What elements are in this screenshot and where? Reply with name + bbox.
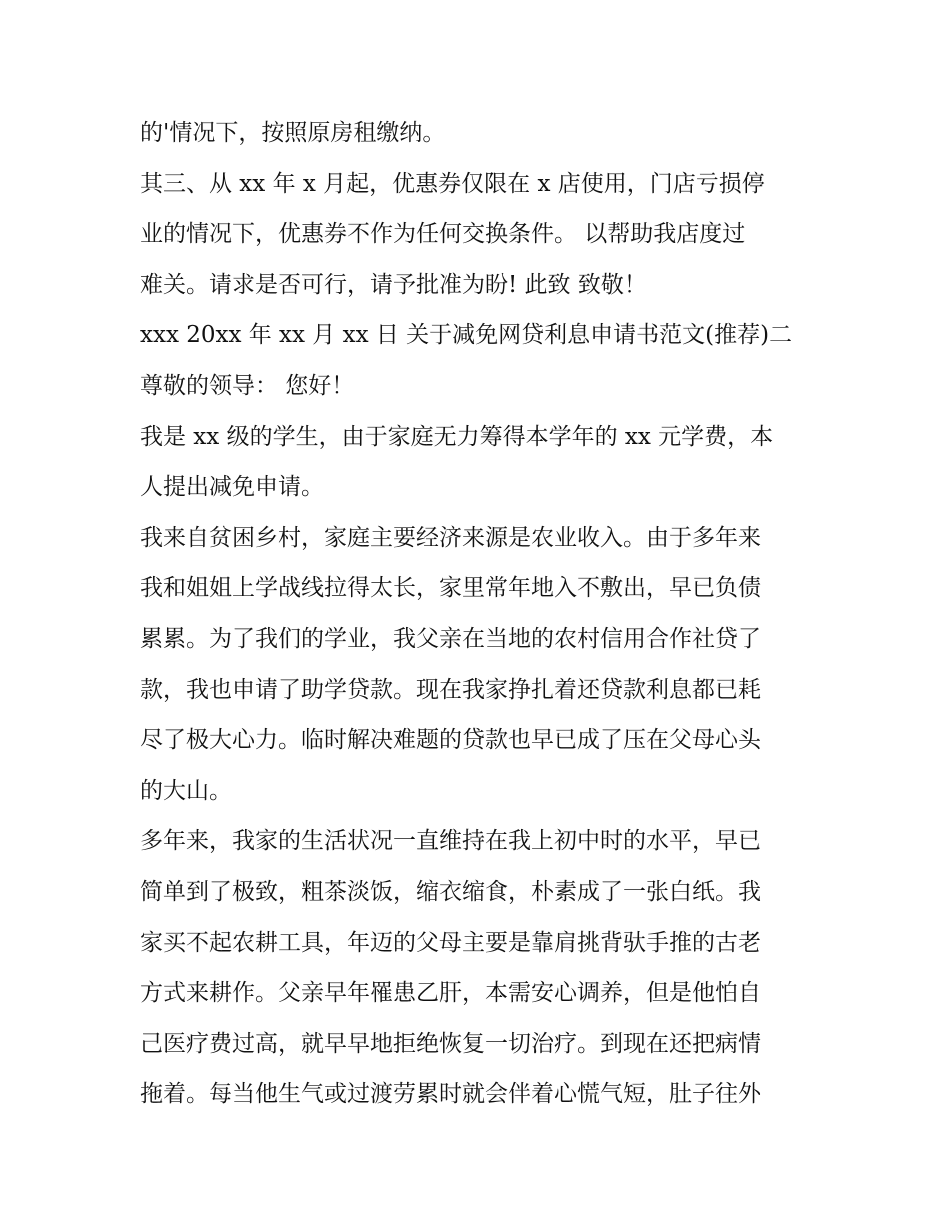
text-line: 简单到了极致，粗茶淡饭，缩衣缩食，朴素成了一张白纸。我	[140, 878, 761, 905]
text-line: xxx 20xx 年 xx 月 xx 日 关于减免网贷利息申请书范文(推荐)二	[140, 322, 793, 349]
text-line: 款，我也申请了助学贷款。现在我家挣扎着还贷款利息都已耗	[140, 676, 761, 703]
text-line: 尊敬的领导： 您好！	[140, 372, 355, 399]
document-body	[140, 108, 830, 1120]
text-line: 累累。为了我们的学业，我父亲在当地的农村信用合作社贷了	[140, 625, 761, 652]
text-line: 我和姐姐上学战线拉得太长，家里常年地入不敷出，早已负债	[140, 575, 761, 602]
text-line: 拖着。每当他生气或过渡劳累时就会伴着心慌气短，肚子往外	[140, 1081, 761, 1108]
text-line: 家买不起农耕工具，年迈的父母主要是靠肩挑背驮手推的古老	[140, 929, 761, 956]
text-line: 业的情况下，优惠券不作为任何交换条件。 以帮助我店度过	[140, 221, 746, 248]
text-line: 我是 xx 级的学生，由于家庭无力筹得本学年的 xx 元学费，本	[140, 423, 774, 450]
text-line: 方式来耕作。父亲早年罹患乙肝，本需安心调养，但是他怕自	[140, 980, 761, 1007]
text-line: 人提出减免申请。	[140, 474, 324, 501]
text-line: 己医疗费过高，就早早地拒绝恢复一切治疗。到现在还把病情	[140, 1030, 761, 1057]
text-line: 其三、从 xx 年 x 月起，优惠券仅限在 x 店使用，门店亏损停	[140, 170, 765, 197]
text-line: 多年来，我家的生活状况一直维持在我上初中时的水平，早已	[140, 828, 761, 855]
text-line: 尽了极大心力。临时解决难题的贷款也早已成了压在父母心头	[140, 727, 761, 754]
text-line: 的'情况下，按照原房租缴纳。	[140, 120, 446, 146]
text-line: 难关。请求是否可行，请予批准为盼! 此致 致敬！	[140, 271, 647, 298]
text-line: 的大山。	[140, 777, 232, 804]
text-line: 我来自贫困乡村，家庭主要经济来源是农业收入。由于多年来	[140, 524, 761, 551]
